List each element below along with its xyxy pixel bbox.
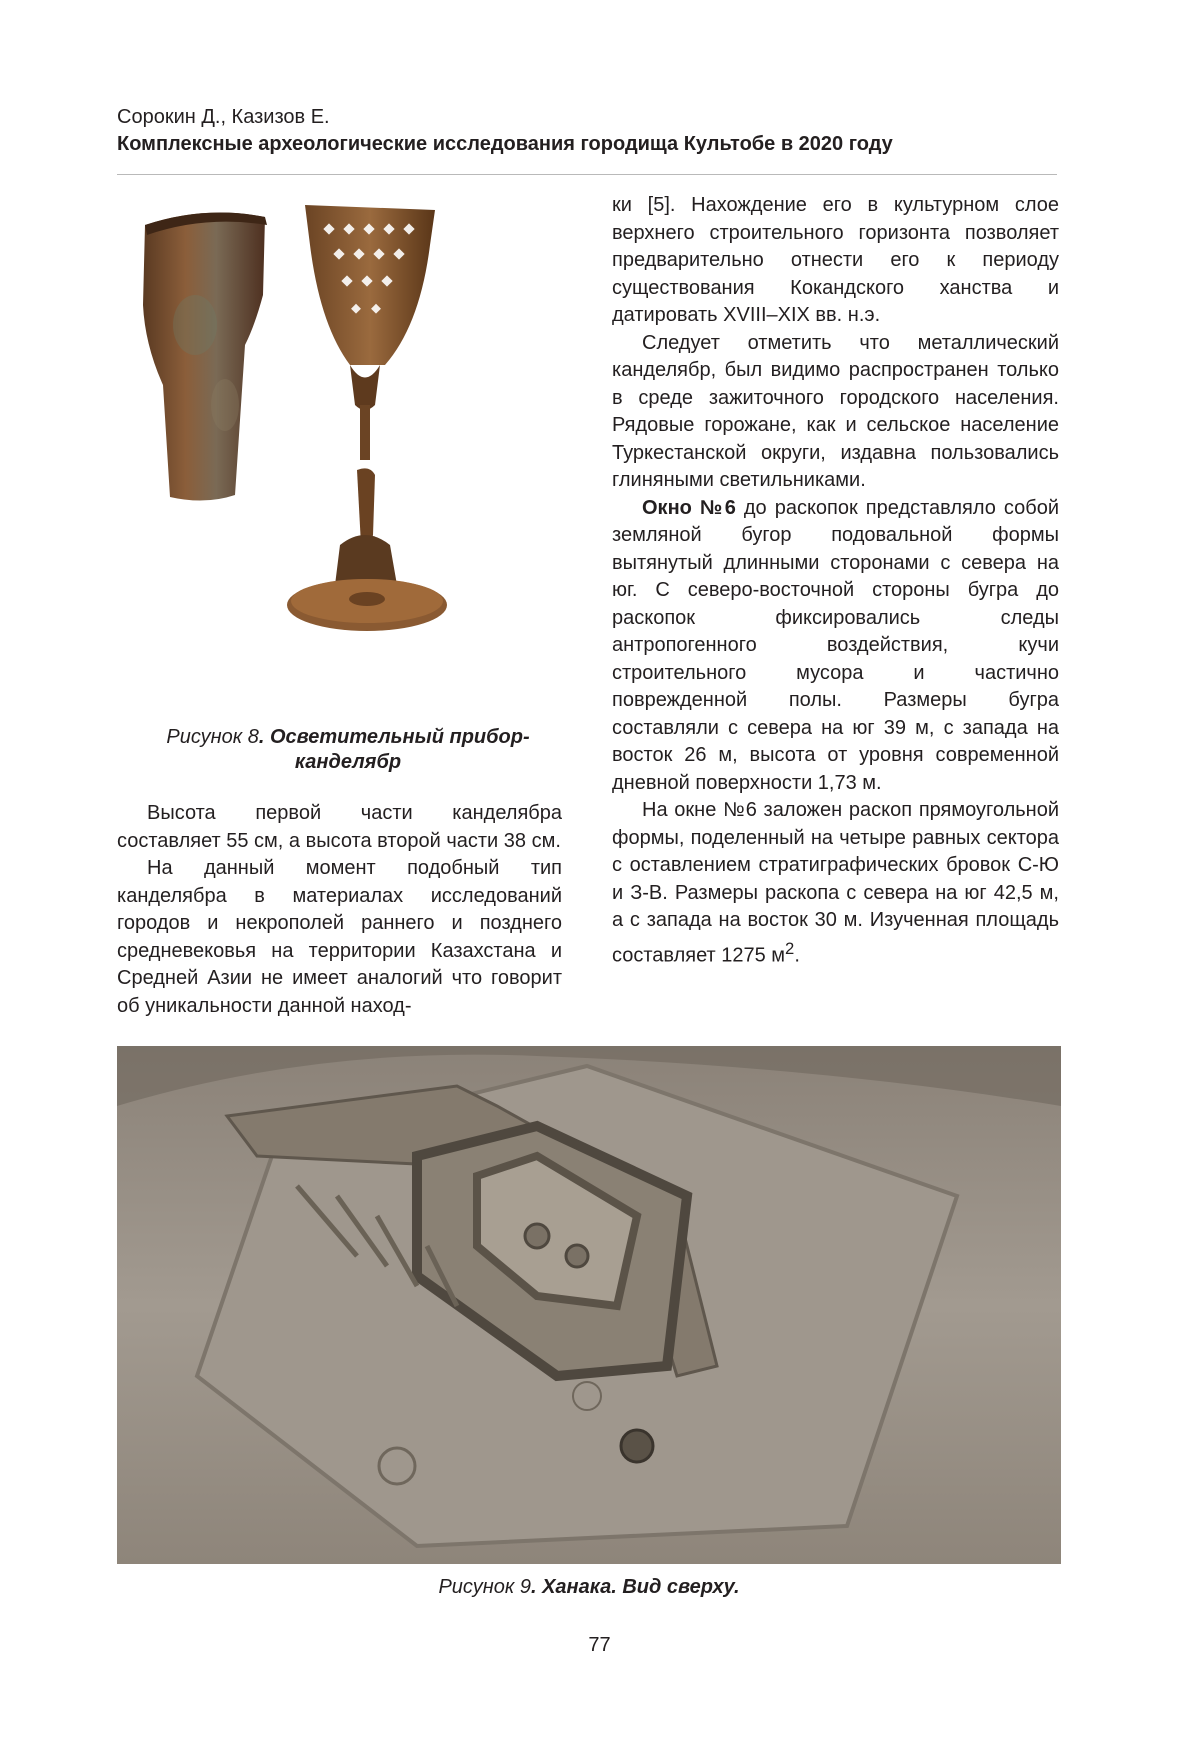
- figure-8-caption-prefix: Рисунок 8: [166, 726, 259, 748]
- right-paragraph-4: [612, 797, 1059, 970]
- area-superscript: 2: [785, 938, 795, 958]
- left-column: [117, 800, 562, 1020]
- page-number: 77: [588, 1634, 611, 1656]
- right-paragraph-4-text: На окне №6 заложен раскоп прямоугольной формы, поделенный на четыре равных сектора с оставлением стратиграфических бровок С-Ю и З-В. Размеры раскопа с севера на юг 42,5 м, а с запада на восток 30 м. Изученная площадь составляет 1275 м: [612, 799, 1059, 967]
- right-paragraph-3-text: до раскопок представляло собой земляной бугор подовальной формы вытянутый длинными сторонами с севера на юг. С северо-восточной стороны бугра до раскопок фиксировались следы антропогенного воздействия, кучи строительного мусора и частично поврежденной полы. Размеры бугра составляли с севера на юг 39 м, с запада на восток 26 м, высота от уровня современной дневной поверхности 1,73 м.: [612, 496, 1059, 794]
- right-paragraph-4-end: .: [794, 944, 800, 967]
- figure-8-caption-title: . Осветительный прибор-канделябр: [258, 726, 530, 773]
- right-paragraph-1: ки [5]. Нахождение его в культурном слое верхнего строительного горизонта позволяет предварительно отнести его к периоду существования Кокандского ханства и датировать XVIII–XIX вв. н.э.: [612, 194, 1059, 326]
- right-paragraph-2: Следует отметить что металлический канделябр, был видимо распространен только в среде зажиточного городского населения. Рядовые горожане, как и сельское население Туркестанской округи, издавна пользовались глиняными светильниками.: [612, 331, 1059, 491]
- figure-8-caption: [117, 725, 579, 775]
- header-title: Комплексные археологические исследования городища Культобе в 2020 году: [117, 133, 893, 155]
- left-paragraph-1: Высота первой части канделябра составляет 55 см, а высота второй части 38 см.: [117, 802, 562, 852]
- figure-8-image: [135, 205, 535, 705]
- figure-9-caption: [117, 1575, 1061, 1600]
- running-header: [117, 104, 1057, 158]
- right-paragraph-3: [612, 495, 1059, 798]
- left-paragraph-2: На данный момент подобный тип канделябра в материалах исследований городов и некрополей раннего и позднего средневековья на территории Казахстана и Средней Азии не имеет аналогий что говорит об уникальности данной наход-: [117, 857, 562, 1017]
- header-divider: [117, 174, 1057, 175]
- window-6-heading: Окно №6: [642, 496, 736, 519]
- header-authors: Сорокин Д., Казизов Е.: [117, 106, 330, 128]
- figure-9-caption-title: . Ханака. Вид сверху.: [530, 1576, 740, 1598]
- figure-9-image: [117, 1046, 1061, 1564]
- figure-9-caption-prefix: Рисунок 9: [438, 1576, 531, 1598]
- right-column: [612, 192, 1059, 970]
